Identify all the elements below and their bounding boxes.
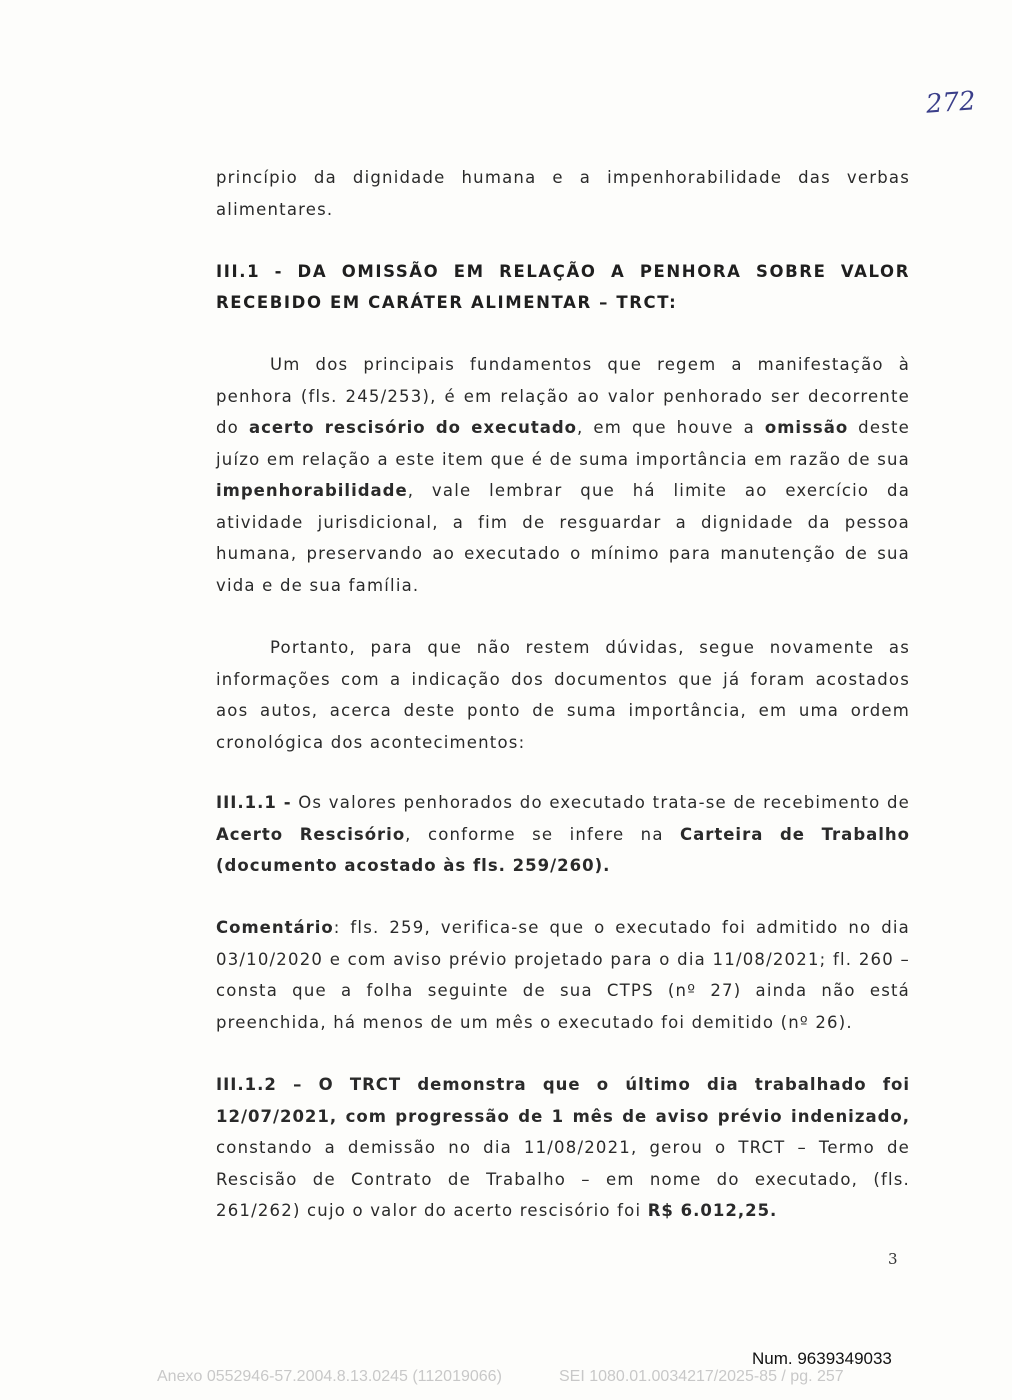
intro-line-2: alimentares. [216,199,334,219]
handwritten-page-number: 272 [925,86,977,120]
item-1-1-text-a: Os valores penhorados do executado trata-se de recebimento de [291,793,910,812]
item-1-1-label: III.1.1 - [216,793,292,812]
item-1-2 [216,1069,910,1227]
item-1-2-bold-b: R$ 6.012,25. [647,1201,778,1220]
comment-label: Comentário [216,918,334,937]
item-1-1 [216,787,910,882]
comment-paragraph [216,912,910,1038]
paragraph-2-text: Portanto, para que não restem dúvidas, segue novamente as informações com a indicação dos documentos que já foram acostados aos autos, acerca deste ponto de suma importância, em uma ordem cronológica dos acontecimentos: [216,638,910,752]
paragraph-1-text-a: Um dos principais fundamentos que regem a manifestação à penhora (fls. 245/253), é em relação ao valor penhorado ser decorrente do [216,355,910,437]
item-1-1-bold-b: Carteira de Trabalho (documento acostado às fls. 259/260). [216,824,910,875]
item-1-2-text: constando a demissão no dia 11/08/2021, gerou o TRCT – Termo de Rescisão de Contrato de Trabalho – em nome do executado, (fls. 261/262) cujo o valor do acerto rescisório foi [216,1138,910,1220]
document-number-stamp: Num. 9639349033 [752,1349,892,1368]
annex-watermark: Anexo 0552946-57.2004.8.13.0245 (112019066) [157,1368,502,1385]
intro-paragraph [216,162,910,225]
paragraph-1-bold-b: omissão [764,418,849,437]
section-heading [216,256,910,318]
item-1-1-bold-a: Acerto Rescisório [216,824,406,844]
sei-watermark: SEI 1080.01.0034217/2025-85 / pg. 257 [559,1368,844,1385]
item-1-2-bold-a: III.1.2 – O TRCT demonstra que o último dia trabalhado foi 12/07/2021, com progressão de 1 mês de aviso prévio indenizado, [216,1075,910,1126]
paragraph-2 [216,632,910,758]
paragraph-1-text-d: , vale lembrar que há limite ao exercício da atividade jurisdicional, a fim de resguardar a dignidade da pessoa humana, preservando ao executado o mínimo para manutenção de sua vida e de sua família. [216,481,910,595]
intro-line-1: princípio da dignidade humana e a impenhorabilidade das verbas [216,168,910,187]
paragraph-1-text-b: , em que houve a [577,418,765,437]
paragraph-1-bold-c: impenhorabilidade [216,481,408,500]
item-1-1-text-b: , conforme se infere na [405,824,680,844]
paragraph-1-text-c: deste juízo em relação a este item que é de suma importância em razão de sua [216,418,911,469]
paragraph-1 [216,349,910,601]
section-heading-line-1: III.1 - DA OMISSÃO EM RELAÇÃO A PENHORA SOBRE VALOR [216,262,910,281]
paragraph-1-bold-a: acerto rescisório do executado [248,418,577,437]
page-number: 3 [888,1250,898,1268]
comment-text: : fls. 259, verifica-se que o executado foi admitido no dia 03/10/2020 e com aviso prévio projetado para o dia 11/08/2021; fl. 260 – consta que a folha seguinte de sua CTPS (nº 27) ainda não está preenchida, há menos de um mês o executado foi demitido (nº 26). [216,918,910,1032]
section-heading-line-2: RECEBIDO EM CARÁTER ALIMENTAR – TRCT: [216,293,678,312]
